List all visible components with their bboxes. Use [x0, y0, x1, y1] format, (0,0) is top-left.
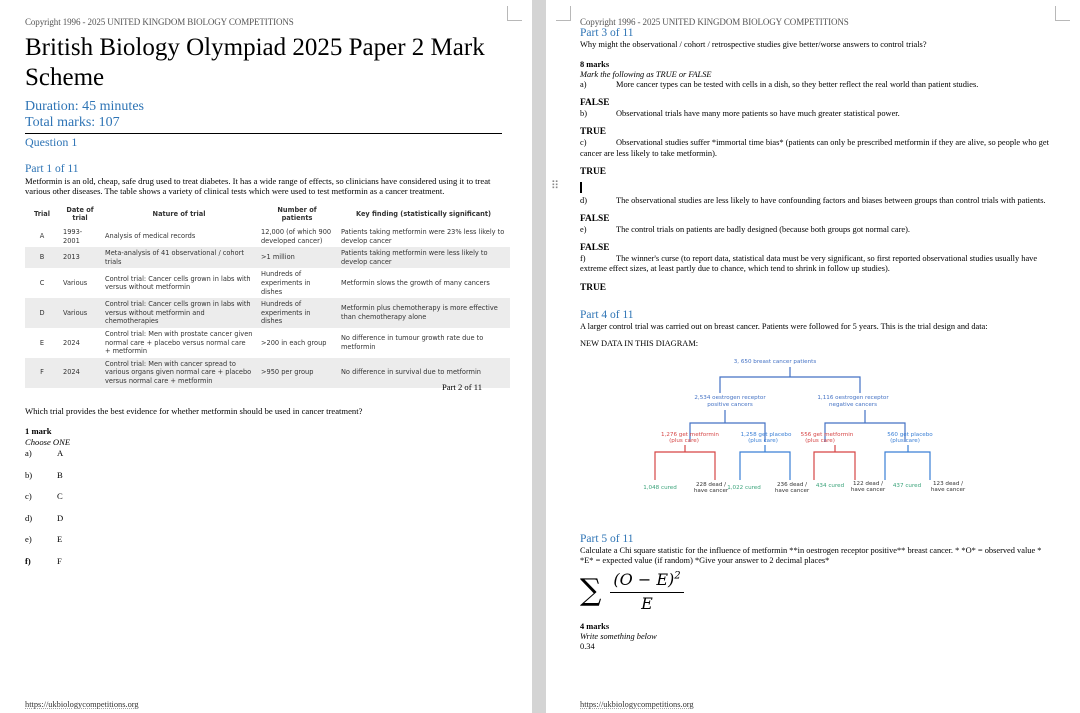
table-cell: No difference in survival due to metformin: [337, 358, 510, 388]
text-cursor: [580, 178, 1056, 196]
table-cell: F: [25, 358, 59, 388]
instruction: Mark the following as TRUE or FALSE: [580, 70, 712, 79]
leaf-3-dead-2: have cancer: [850, 486, 886, 493]
option-letter: b): [25, 469, 33, 480]
diagram-neg-1: 1,116 oestrogen receptor: [817, 394, 889, 401]
table-row: [25, 268, 510, 298]
group-2-line1: 1,258 get placebo: [740, 431, 792, 438]
item-letter: a): [580, 80, 587, 89]
item-text: More cancer types can be tested with cells in a dish, so they better reflect the real world than patient studies.: [616, 80, 979, 89]
option-letter: e): [25, 534, 32, 545]
chi-square-formula: [580, 570, 1056, 616]
item-letter: c): [580, 138, 587, 148]
leaf-1-dead-2: have cancer: [693, 487, 729, 494]
item-text: The winner's curse (to report data, statistical data must be very significant, so first reported observational studies usually have extreme effect sizes, at least partly due to chance, which tend to shrink in follow up studies).: [580, 254, 1038, 274]
question-text: Which trial provides the best evidence for whether metformin should be used in cancer treatment?: [25, 405, 363, 416]
option-value: F: [57, 555, 62, 566]
table-cell: Hundreds of experiments in dishes: [257, 298, 337, 328]
page-right: [546, 0, 1080, 713]
table-cell: Meta-analysis of 41 observational / cohort trials: [101, 247, 257, 268]
part-heading-2: Part 2 of 11: [441, 381, 482, 392]
copyright: Copyright 1996 - 2025 UNITED KINGDOM BIOLOGY COMPETITIONS: [25, 17, 294, 27]
table-cell: Control trial: Cancer cells grown in labs with versus without metformin and chemotherapies: [101, 298, 257, 328]
table-cell: Various: [63, 278, 88, 287]
group-2-line2: (plus care): [748, 437, 778, 444]
group-4-line2: (plus care): [890, 437, 920, 444]
trial-diagram: [580, 355, 1060, 515]
branch-line: [720, 377, 860, 393]
group-1-line1: 1,276 get metformin: [661, 431, 719, 438]
divider: [25, 133, 502, 134]
drag-handle-icon[interactable]: ⠿: [551, 179, 560, 192]
option-value: A: [57, 448, 64, 459]
item-letter: d): [580, 195, 587, 205]
option-value: B: [57, 469, 63, 480]
option-value: E: [57, 534, 63, 545]
table-cell: Patients taking metformin were 23% less likely to develop cancer: [341, 228, 505, 245]
diagram-neg-2: negative cancers: [828, 401, 878, 408]
branch-line: [814, 452, 855, 480]
footer-link[interactable]: https://ukbiologycompetitions.org: [580, 700, 694, 709]
table-row: [25, 328, 510, 358]
trials-table: [25, 203, 510, 388]
part-heading: Part 4 of 11: [580, 308, 634, 321]
table-cell: Metformin plus chemotherapy is more effective than chemotherapy alone: [337, 298, 510, 328]
table-cell: Control trial: Men with prostate cancer given normal care + placebo versus normal care + metformin: [105, 329, 253, 356]
leaf-4-cured: 437 cured: [892, 482, 922, 489]
answer-field[interactable]: 0.34: [580, 641, 595, 651]
part-heading: Part 1 of 11: [25, 163, 79, 175]
question-heading: Question 1: [25, 135, 78, 149]
leaf-2-dead: 236 dead /: [776, 481, 808, 488]
item-letter: f): [580, 254, 586, 264]
table-cell: Various: [59, 298, 101, 328]
part-text: Why might the observational / cohort / retrospective studies give better/worse answers to control trials?: [580, 40, 927, 49]
table-cell: >950 per group: [257, 358, 337, 388]
table-cell: 2024: [63, 338, 80, 347]
table-row: [25, 226, 510, 247]
table-cell: Hundreds of experiments in dishes: [261, 270, 311, 296]
leaf-1-dead: 228 dead /: [695, 481, 727, 488]
table-header: Date of trial: [66, 205, 94, 223]
diagram-pos-2: positive cancers: [707, 401, 753, 408]
leaf-3-cured: 434 cured: [815, 482, 845, 489]
crop-mark: [556, 6, 571, 21]
option-letter: f): [25, 555, 31, 566]
table-row: [25, 247, 510, 268]
sigma-symbol: ∑: [580, 572, 602, 608]
table-cell: Analysis of medical records: [105, 232, 196, 241]
leaf-2-dead-2: have cancer: [774, 487, 810, 494]
part-heading: Part 5 of 11: [580, 532, 634, 545]
crop-mark: [1055, 6, 1070, 21]
option-letter: c): [25, 491, 32, 502]
option-item[interactable]: [25, 529, 502, 551]
page-left: [0, 0, 532, 713]
formula-denominator: E: [641, 593, 653, 613]
crop-mark: [507, 6, 522, 21]
table-cell: B: [25, 247, 59, 268]
item-answer[interactable]: TRUE: [580, 127, 607, 138]
table-cell: >1 million: [257, 247, 337, 268]
table-cell: >200 in each group: [261, 338, 327, 347]
item-letter: e): [580, 225, 587, 235]
option-item[interactable]: [25, 508, 502, 530]
table-header: Number of patients: [277, 205, 317, 223]
diagram-root: 3, 650 breast cancer patients: [733, 358, 817, 365]
table-cell: A: [39, 232, 45, 241]
item-answer[interactable]: FALSE: [580, 214, 610, 225]
table-header: Trial: [34, 210, 50, 219]
table-cell: Control trial: Cancer cells grown in labs with versus without metformin: [105, 274, 251, 292]
group-3-line1: 556 get metformin: [800, 431, 854, 438]
item-text: Observational trials have many more patients so have much greater statistical power.: [616, 109, 900, 119]
table-cell: E: [39, 338, 45, 347]
tf-item: [580, 254, 1056, 293]
marks-label: 4 marks: [580, 621, 610, 631]
option-item[interactable]: [25, 443, 502, 465]
table-header: Key finding (statistically significant): [355, 210, 492, 219]
leaf-4-dead-2: have cancer: [930, 486, 966, 493]
option-item[interactable]: [25, 465, 502, 487]
table-cell: D: [25, 298, 59, 328]
duration: Duration: 45 minutes: [25, 99, 144, 114]
item-text: The control trials on patients are badly designed (because both groups got normal care).: [616, 225, 910, 235]
group-1-line2: (plus care): [669, 437, 699, 444]
tf-item: [580, 80, 1056, 109]
option-value: D: [57, 512, 64, 523]
option-value: C: [57, 491, 63, 502]
tf-item: [580, 225, 1056, 254]
option-letter: d): [25, 512, 33, 523]
tf-item: [580, 196, 1056, 225]
leaf-3-dead: 122 dead /: [852, 480, 884, 487]
table-cell: Control trial: Men with cancer spread to various organs given normal care + placebo versus normal care + metformin: [101, 358, 257, 388]
table-cell: C: [39, 278, 45, 287]
item-text: The observational studies are less likely to have confounding factors and biases between groups than control trials with patients.: [616, 195, 1046, 205]
item-letter: b): [580, 109, 587, 119]
item-answer[interactable]: TRUE: [580, 282, 607, 293]
table-cell: 2013: [59, 247, 101, 268]
formula-numerator: $(O - E)^2$: [613, 569, 681, 589]
copyright: Copyright 1996 - 2025 UNITED KINGDOM BIOLOGY COMPETITIONS: [580, 17, 849, 27]
write-instruction: Write something below: [580, 631, 657, 641]
item-answer[interactable]: TRUE: [580, 166, 607, 177]
tf-item: [580, 109, 1056, 138]
table-cell: 12,000 (of which 900 developed cancer): [261, 228, 332, 245]
leaf-2-cured: 1,022 cured: [727, 484, 761, 491]
total-marks: Total marks: 107: [25, 115, 120, 130]
table-cell: No difference in tumour growth rate due to metformin: [341, 334, 484, 351]
marks-label: 8 marks: [580, 60, 610, 69]
page-title: British Biology Olympiad 2025 Paper 2 Mark Scheme: [25, 34, 485, 91]
true-false-list: [580, 80, 1056, 294]
page-gutter: [532, 0, 546, 713]
part-heading: Part 3 of 11: [580, 27, 634, 39]
tf-item: [580, 138, 1056, 195]
leaf-1-cured: 1,048 cured: [643, 484, 677, 491]
fraction-bar: [610, 592, 684, 593]
marks-label: 1 mark: [25, 426, 52, 437]
diagram-pos-1: 2,534 oestrogen receptor: [694, 394, 766, 401]
new-data-label: NEW DATA IN THIS DIAGRAM:: [580, 338, 699, 348]
table-cell: 1993-2001: [63, 228, 83, 245]
table-header-row: [25, 203, 510, 226]
table-cell: 2024: [59, 358, 101, 388]
option-item[interactable]: [25, 551, 502, 573]
item-text: Observational studies suffer *immortal time bias* (patients can only be prescribed metformin if they are alive, so people who get cancer are less likely to take metformin).: [580, 138, 1049, 158]
table-cell: Metformin slows the growth of many cancers: [341, 278, 490, 287]
table-header: Nature of trial: [152, 210, 206, 219]
table-cell: Patients taking metformin were less likely to develop cancer: [337, 247, 510, 268]
leaf-4-dead: 123 dead /: [932, 480, 964, 487]
part-text: A larger control trial was carried out on breast cancer. Patients were followed for 5 years. This is the trial design and data:: [580, 321, 988, 331]
item-answer[interactable]: FALSE: [580, 98, 610, 109]
branch-line: [885, 452, 930, 480]
item-answer[interactable]: FALSE: [580, 243, 610, 254]
table-row: [25, 298, 510, 328]
option-letter: a): [25, 448, 32, 459]
part-text: Metformin is an old, cheap, safe drug used to treat diabetes. It has a wide range of effects, so clinicians have considered using it to treat various other diseases. The table shows a variety of clinical tests which were used to test metformin as a cancer treatment.: [25, 176, 491, 197]
branch-line: [655, 452, 715, 480]
footer-link[interactable]: https://ukbiologycompetitions.org: [25, 700, 139, 709]
option-item[interactable]: [25, 486, 502, 508]
group-4-line1: 560 get placebo: [887, 431, 933, 438]
options-list: [25, 443, 502, 572]
part-text: Calculate a Chi square statistic for the influence of metformin **in oestrogen receptor positive** breast cancer. * *O* = observed value * *E* = expected value (if random) *Give your answer to 2 decimal places*: [580, 545, 1042, 565]
choose-instruction: Choose ONE: [25, 436, 71, 447]
group-3-line2: (plus care): [805, 437, 835, 444]
branch-line: [740, 452, 790, 480]
